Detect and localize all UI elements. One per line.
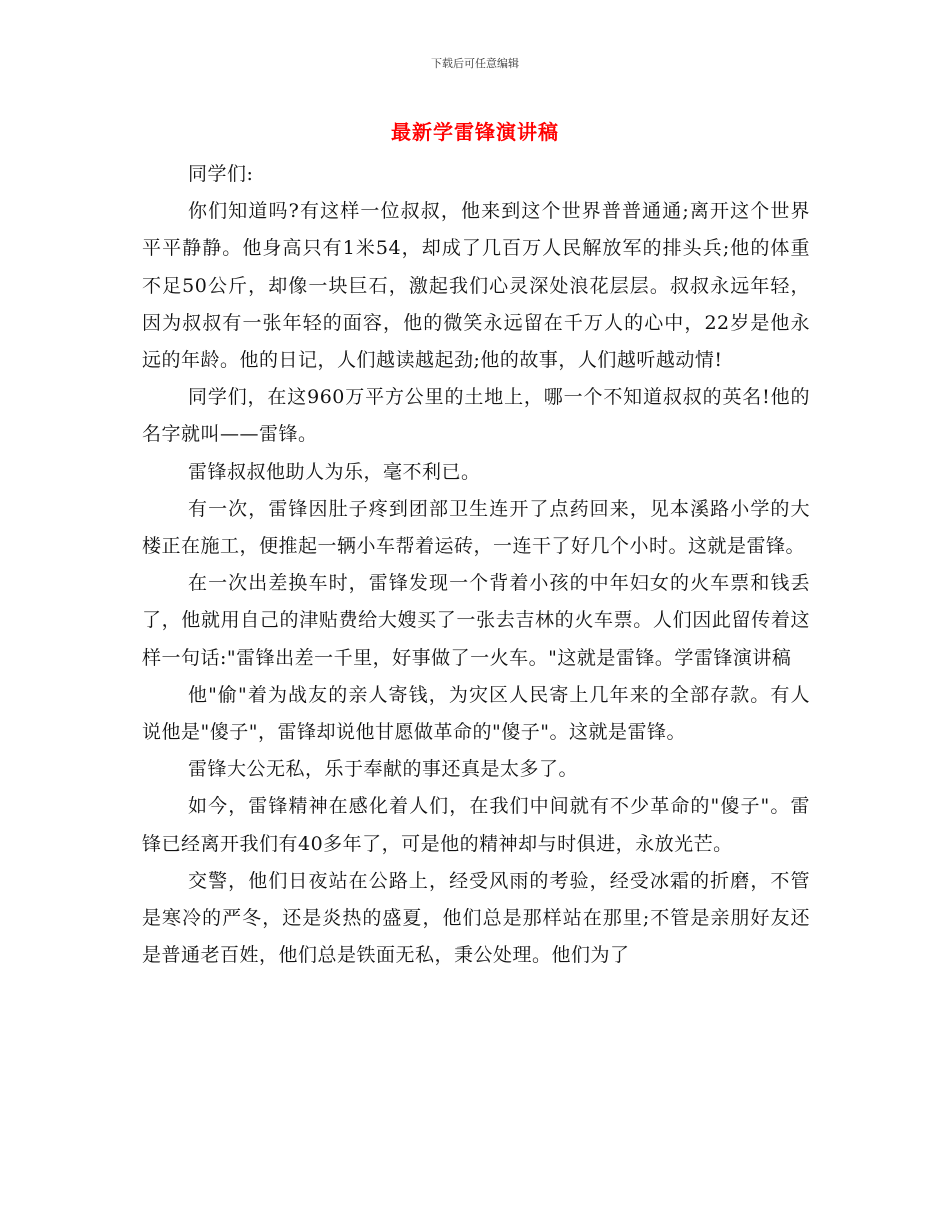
- document-title: 最新学雷锋演讲稿: [391, 120, 559, 144]
- paragraph-1: 你们知道吗?有这样一位叔叔，他来到这个世界普普通通;离开这个世界平平静静。他身高只有1米54，却成了几百万人民解放军的排头兵;他的体重不足50公斤，却像一块巨石，激起我们心灵深处浪花层层。叔叔永远年轻，因为叔叔有一张年轻的面容，他的微笑永远留在千万人的心中，22岁是他永远的年龄。他的日记，人们越读越起劲;他的故事，人们越听越动情!: [142, 200, 810, 372]
- document-body: [142, 156, 810, 974]
- header-note: 下载后可任意编辑: [431, 57, 519, 70]
- paragraph-greeting: 同学们:: [188, 163, 254, 185]
- paragraph-6: 他"偷"着为战友的亲人寄钱，为灾区人民寄上几年来的全部存款。有人说他是"傻子"，雷锋却说他甘愿做革命的"傻子"。这就是雷锋。: [142, 683, 810, 744]
- paragraph-8: 如今，雷锋精神在感化着人们，在我们中间就有不少革命的"傻子"。雷锋已经离开我们有40多年了，可是他的精神却与时俱进，永放光芒。: [142, 795, 810, 855]
- paragraph-9: 交警，他们日夜站在公路上，经受风雨的考验，经受冰霜的折磨，不管是寒冷的严冬，还是炎热的盛夏，他们总是那样站在那里;不管是亲朋好友还是普通老百姓，他们总是铁面无私，秉公处理。他们为了: [142, 869, 810, 967]
- paragraph-4: 有一次，雷锋因肚子疼到团部卫生连开了点药回来，见本溪路小学的大楼正在施工，便推起一辆小车帮着运砖，一连干了好几个小时。这就是雷锋。: [142, 497, 810, 558]
- paragraph-5: 在一次出差换车时，雷锋发现一个背着小孩的中年妇女的火车票和钱丢了，他就用自己的津贴费给大嫂买了一张去吉林的火车票。人们因此留传着这样一句话:"雷锋出差一千里，好事做了一火车。"这就是雷锋。学雷锋演讲稿: [142, 572, 810, 669]
- paragraph-2: 同学们，在这960万平方公里的土地上，哪一个不知道叔叔的英名!他的名字就叫——雷锋。: [142, 386, 810, 446]
- paragraph-7: 雷锋大公无私，乐于奉献的事还真是太多了。: [188, 758, 579, 781]
- paragraph-3: 雷锋叔叔他助人为乐，毫不利已。: [188, 460, 481, 483]
